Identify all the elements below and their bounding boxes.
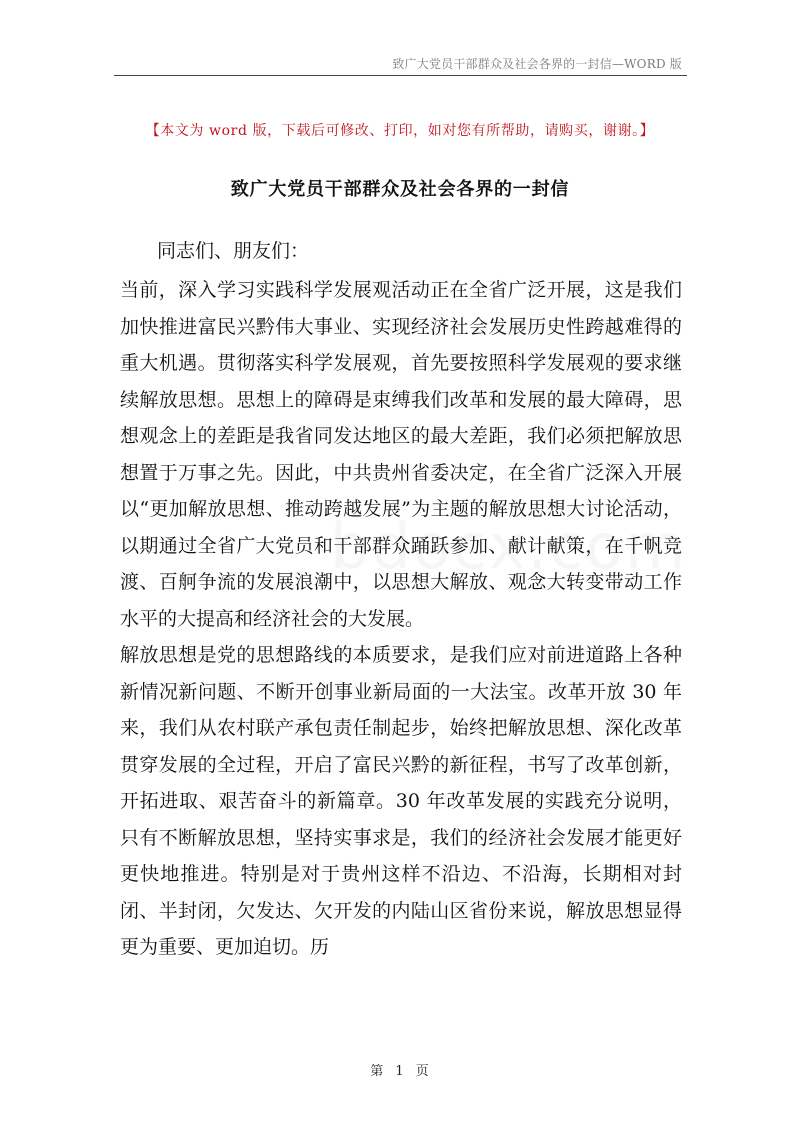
running-header: 致广大党员干部群众及社会各界的一封信—WORD 版 (392, 57, 682, 71)
header-divider (114, 75, 687, 76)
page-prefix: 第 (370, 1064, 385, 1079)
paragraph-1: 当前，深入学习实践科学发展观活动正在全省广泛开展，这是我们加快推进富民兴黔伟大事业、实现经济社会发展历史性跨越难得的重大机遇。贯彻落实科学发展观，首先要按照科学发展观的要求继续解放思想。思想上的障碍是束缚我们改革和发展的最大障碍，思想观念上的差距是我省同发达地区的最大差距，我们必须把解放思想置于万事之先。因此，中共贵州省委决定，在全省广泛深入开展以“更加解放思想、推动跨越发展”为主题的解放思想大讨论活动，以期通过全省广大党员和干部群众踊跃参加、献计献策，在千帆竞渡、百舸争流的发展浪潮中，以思想大解放、观念大转变带动工作水平的大提高和经济社会的大发展。 (120, 279, 682, 630)
page-footer (0, 1060, 800, 1079)
document-title: 致广大党员干部群众及社会各界的一封信 (230, 179, 570, 200)
page-suffix: 页 (415, 1064, 430, 1079)
paragraph-2: 解放思想是党的思想路线的本质要求，是我们应对前进道路上各种新情况新问题、不断开创事业新局面的一大法宝。改革开放 30 年来，我们从农村联产承包责任制起步，始终把解放思想、深化改革贯穿发展的全过程，开启了富民兴黔的新征程，书写了改革创新，开拓进取、艰苦奋斗的新篇章。30 年改革发展的实践充分说明，只有不断解放思想，坚持实事求是，我们的经济社会发展才能更好更快地推进。特别是对于贵州这样不沿边、不沿海，长期相对封闭、半封闭，欠发达、欠开发的内陆山区省份来说，解放思想显得更为重要、更加迫切。历 (120, 644, 682, 958)
page-number: 1 (395, 1064, 405, 1079)
download-notice: 【本文为 word 版，下载后可修改、打印，如对您有所帮助，请购买，谢谢。】 (145, 123, 655, 139)
body-text (120, 272, 682, 966)
salutation: 同志们、朋友们： (157, 240, 310, 262)
